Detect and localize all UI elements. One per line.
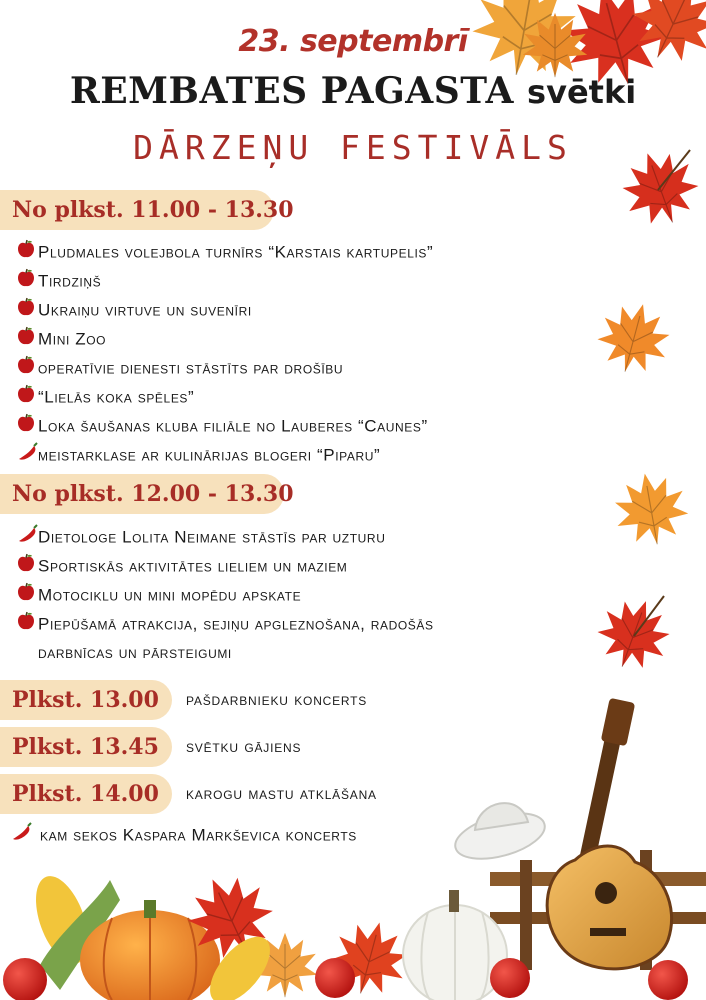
list-item: Loka šaušanas kluba filiāle no Lauberes “Caunes” <box>16 413 428 439</box>
apple-icon <box>16 413 38 441</box>
time-pill-13-45: Plkst. 13.45 <box>0 727 172 767</box>
maple-leaf-icon <box>591 295 677 381</box>
list-item: meistarklase ar kulinārijas blogeri “Piparu” <box>16 442 380 468</box>
list-item: operatīvie dienesti stāstīts par drošību <box>16 355 343 381</box>
list-item: “Lielās koka spēles” <box>16 384 194 410</box>
guitar-icon <box>547 698 671 969</box>
apple-icon <box>16 326 38 354</box>
list-item: Mini Zoo <box>16 326 106 352</box>
time-pill-1: No plkst. 11.00 - 13.30 <box>0 190 274 230</box>
time-pill-13-00: Plkst. 13.00 <box>0 680 172 720</box>
apple-icon <box>16 268 38 296</box>
schedule-event: karogu mastu atklāšana <box>186 784 377 803</box>
event-date: 23. septembrī <box>238 24 468 59</box>
chili-icon <box>16 524 38 552</box>
cowboy-hat-icon <box>450 803 549 867</box>
time-pill-14-00: Plkst. 14.00 <box>0 774 172 814</box>
apple-icon <box>16 239 38 267</box>
time-pill-2: No plkst. 12.00 - 13.30 <box>0 474 284 514</box>
apple-icon <box>16 297 38 325</box>
list-item: Motociklu un mini mopēdu apskate <box>16 582 301 608</box>
page-title <box>0 70 706 112</box>
maple-leaf-icon <box>589 589 679 679</box>
list-item-continuation: darbnīcas un pārsteigumi <box>38 643 232 662</box>
list-item: Pludmales volejbola turnīrs “Karstais kartupelis” <box>16 239 433 265</box>
chili-icon <box>10 822 40 850</box>
apple-icon <box>16 611 38 639</box>
apple-icon <box>16 553 38 581</box>
schedule-event: pašdarbnieku koncerts <box>186 690 368 709</box>
title-main: REMBATES PAGASTA <box>69 70 514 112</box>
apple-icon <box>16 355 38 383</box>
page-subtitle: DĀRZEŅU FESTIVĀLS <box>133 128 573 167</box>
apple-icon <box>16 582 38 610</box>
list-item: Sportiskās aktivitātes lieliem un maziem <box>16 553 347 579</box>
schedule-event: svētku gājiens <box>186 737 302 756</box>
list-item: Tirdziņš <box>16 268 101 294</box>
list-item: kam sekos Kaspara Markševica koncerts <box>10 822 357 848</box>
list-item: Piepūšamā atrakcija, sejiņu apgleznošana, radošās <box>16 611 434 637</box>
title-suffix: svētki <box>527 73 637 111</box>
list-item: Dietologe Lolita Neimane stāstīs par uzturu <box>16 524 385 550</box>
apple-icon <box>16 384 38 412</box>
maple-leaf-icon <box>609 467 692 550</box>
list-item: Ukraiņu virtuve un suvenīri <box>16 297 252 323</box>
chili-icon <box>16 442 38 470</box>
